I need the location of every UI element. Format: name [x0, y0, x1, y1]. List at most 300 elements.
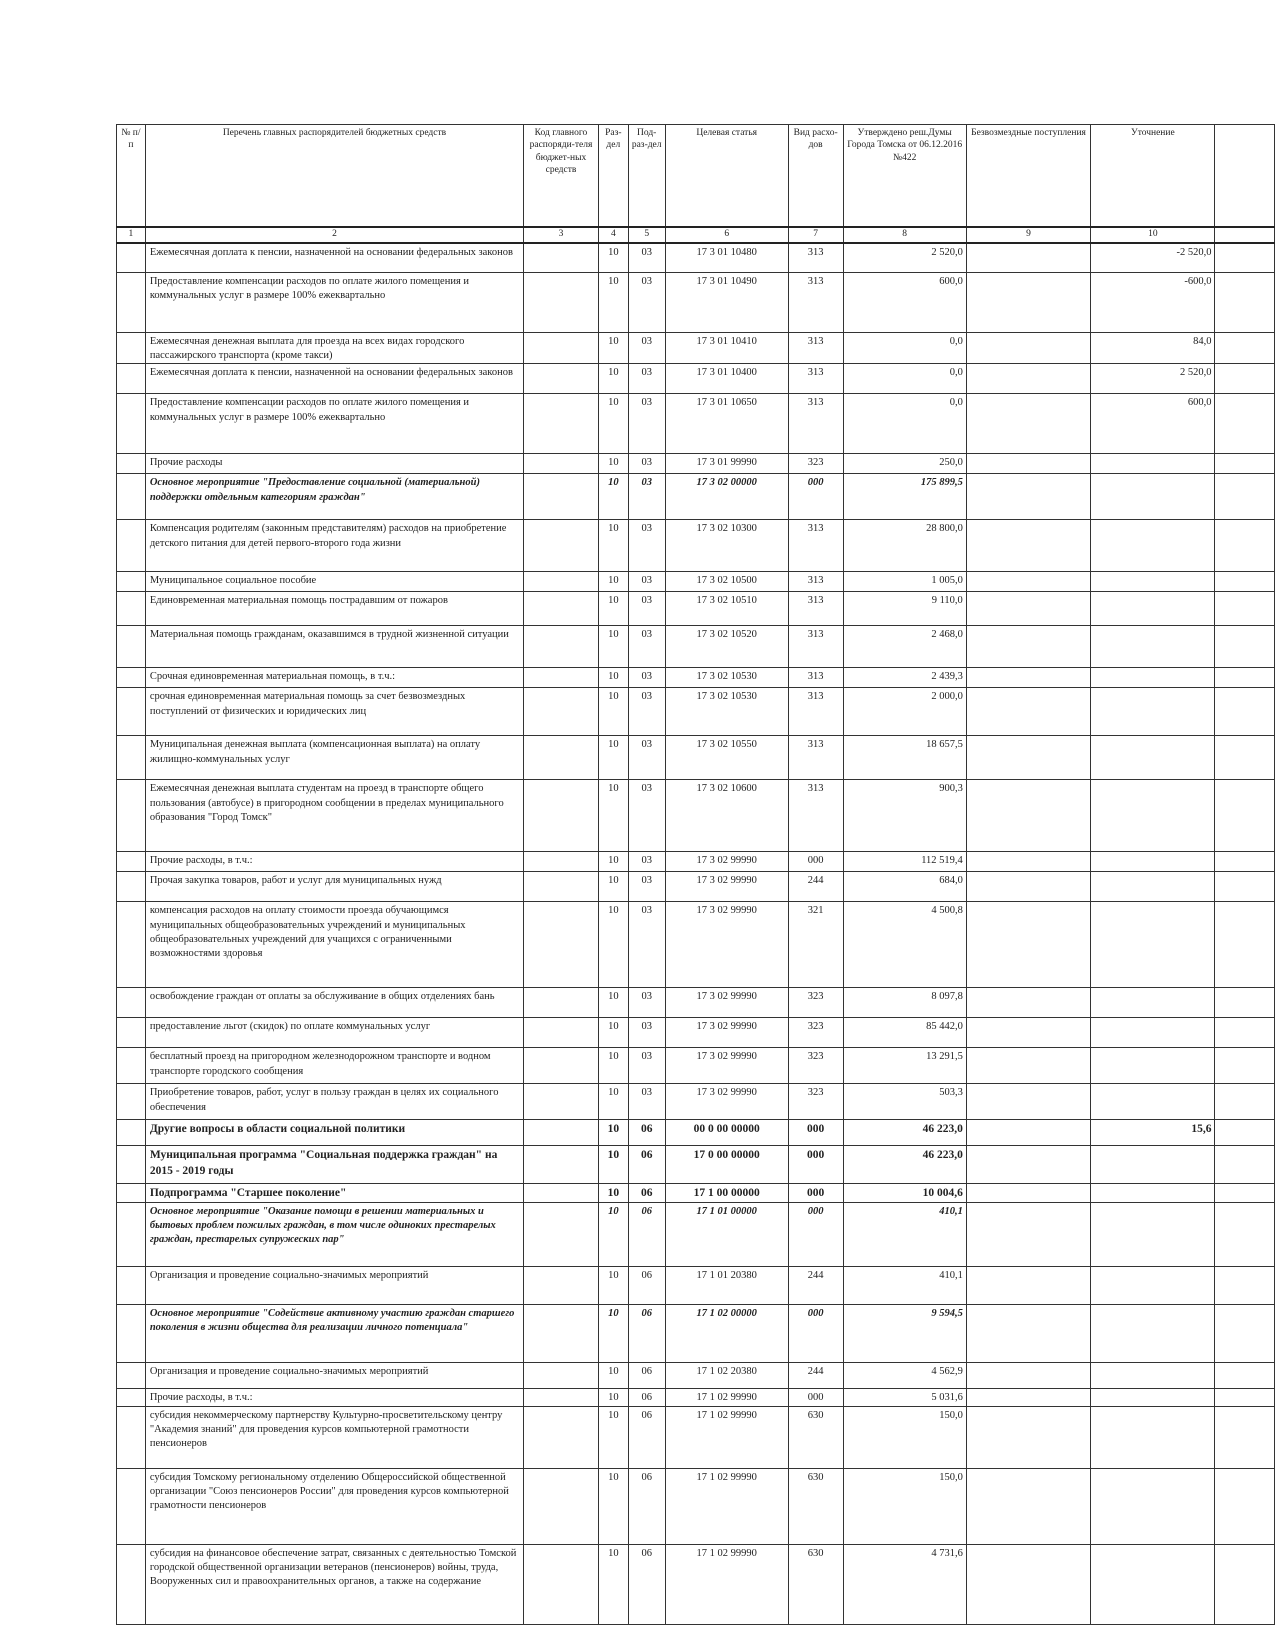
table-row [117, 394, 1275, 454]
row-extra-cell [1215, 520, 1275, 572]
row-article-cell: 17 1 02 99990 [665, 1388, 788, 1406]
row-clarification-cell [1091, 852, 1215, 872]
row-subsection-cell: 03 [628, 243, 665, 273]
row-number-cell [117, 1084, 146, 1120]
row-clarification-cell [1091, 668, 1215, 688]
row-section-cell: 10 [598, 273, 628, 333]
row-section-cell: 10 [598, 1018, 628, 1048]
row-subsection-cell: 03 [628, 333, 665, 364]
row-number-cell [117, 872, 146, 902]
row-clarification-cell: 2 520,0 [1091, 364, 1215, 394]
row-section-cell: 10 [598, 333, 628, 364]
row-approved-cell: 410,1 [843, 1266, 966, 1304]
row-free-receipts-cell [966, 572, 1090, 592]
row-article-cell: 17 3 02 10530 [665, 668, 788, 688]
row-code-cell [524, 394, 599, 454]
row-code-cell [524, 736, 599, 780]
row-name-cell: Муниципальная программа "Социальная поддержка граждан" на 2015 - 2019 годы [145, 1146, 523, 1184]
row-approved-cell: 9 594,5 [843, 1304, 966, 1362]
row-name-cell: Прочие расходы, в т.ч.: [145, 852, 523, 872]
row-subsection-cell: 06 [628, 1120, 665, 1146]
row-section-cell: 10 [598, 592, 628, 626]
row-extra-cell [1215, 592, 1275, 626]
row-extra-cell [1215, 1266, 1275, 1304]
row-number-cell [117, 1388, 146, 1406]
row-subsection-cell: 03 [628, 852, 665, 872]
row-extra-cell [1215, 364, 1275, 394]
row-section-cell: 10 [598, 1120, 628, 1146]
row-free-receipts-cell [966, 1362, 1090, 1388]
row-name-cell: субсидия некоммерческому партнерству Культурно-просветительскому центру "Академия знаний" для проведения курсов компьютерной грамотности пенсионеров [145, 1406, 523, 1468]
row-article-cell: 17 3 02 99990 [665, 1018, 788, 1048]
row-extra-cell [1215, 780, 1275, 852]
row-section-cell: 10 [598, 688, 628, 736]
row-code-cell [524, 626, 599, 668]
row-name-cell: предоставление льгот (скидок) по оплате коммунальных услуг [145, 1018, 523, 1048]
table-row [117, 1304, 1275, 1362]
table-row [117, 626, 1275, 668]
row-name-cell: Материальная помощь гражданам, оказавшимся в трудной жизненной ситуации [145, 626, 523, 668]
row-article-cell: 17 3 02 99990 [665, 1084, 788, 1120]
row-name-cell: Основное мероприятие "Предоставление социальной (материальной) поддержки отдельным категориям граждан" [145, 474, 523, 520]
column-number: 1 [117, 227, 146, 243]
row-code-cell [524, 1468, 599, 1544]
row-subsection-cell: 03 [628, 1084, 665, 1120]
row-expense-type-cell: 000 [788, 474, 843, 520]
row-approved-cell: 4 731,6 [843, 1544, 966, 1624]
row-free-receipts-cell [966, 1048, 1090, 1084]
row-section-cell: 10 [598, 572, 628, 592]
row-free-receipts-cell [966, 474, 1090, 520]
row-code-cell [524, 1146, 599, 1184]
row-clarification-cell [1091, 780, 1215, 852]
row-subsection-cell: 03 [628, 780, 665, 852]
row-article-cell: 17 1 02 99990 [665, 1544, 788, 1624]
row-article-cell: 17 3 02 10500 [665, 572, 788, 592]
row-clarification-cell [1091, 1018, 1215, 1048]
row-clarification-cell: 15,6 [1091, 1120, 1215, 1146]
row-free-receipts-cell [966, 1084, 1090, 1120]
row-number-cell [117, 1406, 146, 1468]
row-subsection-cell: 03 [628, 454, 665, 474]
row-code-cell [524, 1362, 599, 1388]
table-row [117, 736, 1275, 780]
row-subsection-cell: 03 [628, 1018, 665, 1048]
row-code-cell [524, 1184, 599, 1203]
row-free-receipts-cell [966, 273, 1090, 333]
row-name-cell: Предоставление компенсации расходов по оплате жилого помещения и коммунальных услуг в размере 100% ежеквартально [145, 273, 523, 333]
row-number-cell [117, 902, 146, 988]
row-section-cell: 10 [598, 736, 628, 780]
row-expense-type-cell: 313 [788, 668, 843, 688]
row-subsection-cell: 03 [628, 902, 665, 988]
row-code-cell [524, 1084, 599, 1120]
row-section-cell: 10 [598, 1202, 628, 1266]
row-code-cell [524, 872, 599, 902]
row-expense-type-cell: 321 [788, 902, 843, 988]
table-row [117, 520, 1275, 572]
row-free-receipts-cell [966, 1406, 1090, 1468]
row-subsection-cell: 03 [628, 736, 665, 780]
row-approved-cell: 0,0 [843, 364, 966, 394]
row-article-cell: 17 3 01 10410 [665, 333, 788, 364]
row-name-cell: Срочная единовременная материальная помощь, в т.ч.: [145, 668, 523, 688]
column-number: 9 [966, 227, 1090, 243]
row-article-cell: 17 3 02 99990 [665, 852, 788, 872]
row-number-cell [117, 780, 146, 852]
row-free-receipts-cell [966, 520, 1090, 572]
row-clarification-cell [1091, 1362, 1215, 1388]
table-row [117, 872, 1275, 902]
row-number-cell [117, 394, 146, 454]
row-clarification-cell: -600,0 [1091, 273, 1215, 333]
row-number-cell [117, 852, 146, 872]
row-section-cell: 10 [598, 1304, 628, 1362]
row-name-cell: Прочая закупка товаров, работ и услуг для муниципальных нужд [145, 872, 523, 902]
row-approved-cell: 175 899,5 [843, 474, 966, 520]
table-row [117, 1406, 1275, 1468]
row-subsection-cell: 03 [628, 364, 665, 394]
row-free-receipts-cell [966, 988, 1090, 1018]
row-code-cell [524, 1018, 599, 1048]
table-header-row [117, 125, 1275, 227]
row-expense-type-cell: 000 [788, 1202, 843, 1266]
row-name-cell: Муниципальная денежная выплата (компенсационная выплата) на оплату жилищно-коммунальных услуг [145, 736, 523, 780]
row-article-cell: 17 3 02 99990 [665, 902, 788, 988]
column-number: 8 [843, 227, 966, 243]
row-clarification-cell [1091, 688, 1215, 736]
row-number-cell [117, 688, 146, 736]
row-section-cell: 10 [598, 243, 628, 273]
row-name-cell: Муниципальное социальное пособие [145, 572, 523, 592]
row-section-cell: 10 [598, 474, 628, 520]
row-subsection-cell: 03 [628, 688, 665, 736]
row-code-cell [524, 902, 599, 988]
row-subsection-cell: 06 [628, 1266, 665, 1304]
row-section-cell: 10 [598, 364, 628, 394]
row-extra-cell [1215, 1406, 1275, 1468]
row-expense-type-cell: 313 [788, 273, 843, 333]
header-distributors: Перечень главных распорядителей бюджетных средств [145, 125, 523, 227]
row-clarification-cell [1091, 1388, 1215, 1406]
table-row [117, 474, 1275, 520]
row-number-cell [117, 668, 146, 688]
table-row [117, 1544, 1275, 1624]
row-name-cell: Организация и проведение социально-значимых мероприятий [145, 1362, 523, 1388]
row-approved-cell: 250,0 [843, 454, 966, 474]
table-row [117, 1048, 1275, 1084]
row-approved-cell: 150,0 [843, 1406, 966, 1468]
row-subsection-cell: 06 [628, 1468, 665, 1544]
header-free-receipts: Безвозмездные поступления [966, 125, 1090, 227]
row-approved-cell: 600,0 [843, 273, 966, 333]
row-extra-cell [1215, 454, 1275, 474]
row-extra-cell [1215, 872, 1275, 902]
row-free-receipts-cell [966, 1202, 1090, 1266]
row-approved-cell: 150,0 [843, 1468, 966, 1544]
row-clarification-cell [1091, 1266, 1215, 1304]
row-article-cell: 17 3 02 00000 [665, 474, 788, 520]
row-code-cell [524, 1304, 599, 1362]
row-clarification-cell [1091, 1184, 1215, 1203]
row-article-cell: 17 1 00 00000 [665, 1184, 788, 1203]
row-number-cell [117, 988, 146, 1018]
row-article-cell: 17 1 02 00000 [665, 1304, 788, 1362]
row-code-cell [524, 1202, 599, 1266]
header-section: Раз-дел [598, 125, 628, 227]
row-expense-type-cell: 244 [788, 872, 843, 902]
row-code-cell [524, 1266, 599, 1304]
row-number-cell [117, 520, 146, 572]
row-expense-type-cell: 323 [788, 1084, 843, 1120]
row-free-receipts-cell [966, 1184, 1090, 1203]
row-clarification-cell [1091, 592, 1215, 626]
row-article-cell: 17 0 00 00000 [665, 1146, 788, 1184]
row-name-cell: освобождение граждан от оплаты за обслуживание в общих отделениях бань [145, 988, 523, 1018]
row-number-cell [117, 1018, 146, 1048]
row-clarification-cell [1091, 1406, 1215, 1468]
table-row [117, 1146, 1275, 1184]
row-free-receipts-cell [966, 902, 1090, 988]
row-free-receipts-cell [966, 243, 1090, 273]
row-extra-cell [1215, 902, 1275, 988]
row-expense-type-cell: 313 [788, 780, 843, 852]
row-subsection-cell: 06 [628, 1304, 665, 1362]
table-row [117, 273, 1275, 333]
row-free-receipts-cell [966, 626, 1090, 668]
row-expense-type-cell: 313 [788, 243, 843, 273]
row-approved-cell: 112 519,4 [843, 852, 966, 872]
table-row [117, 243, 1275, 273]
row-code-cell [524, 333, 599, 364]
row-section-cell: 10 [598, 1388, 628, 1406]
row-section-cell: 10 [598, 780, 628, 852]
row-article-cell: 17 3 02 10520 [665, 626, 788, 668]
row-code-cell [524, 1048, 599, 1084]
row-article-cell: 17 3 02 99990 [665, 988, 788, 1018]
row-section-cell: 10 [598, 626, 628, 668]
row-subsection-cell: 06 [628, 1388, 665, 1406]
row-name-cell: Приобретение товаров, работ, услуг в пользу граждан в целях их социального обеспечения [145, 1084, 523, 1120]
row-extra-cell [1215, 1084, 1275, 1120]
row-approved-cell: 2 520,0 [843, 243, 966, 273]
row-section-cell: 10 [598, 1048, 628, 1084]
table-row [117, 454, 1275, 474]
row-number-cell [117, 1544, 146, 1624]
row-free-receipts-cell [966, 780, 1090, 852]
row-article-cell: 17 1 02 20380 [665, 1362, 788, 1388]
row-free-receipts-cell [966, 454, 1090, 474]
table-row [117, 1202, 1275, 1266]
row-article-cell: 17 1 02 99990 [665, 1406, 788, 1468]
row-expense-type-cell: 313 [788, 333, 843, 364]
row-extra-cell [1215, 1146, 1275, 1184]
row-code-cell [524, 668, 599, 688]
row-expense-type-cell: 313 [788, 688, 843, 736]
header-approved: Утверждено реш.Думы Города Томска от 06.12.2016 №422 [843, 125, 966, 227]
table-row [117, 333, 1275, 364]
row-free-receipts-cell [966, 333, 1090, 364]
row-name-cell: срочная единовременная материальная помощь за счет безвозмездных поступлений от физических и юридических лиц [145, 688, 523, 736]
row-approved-cell: 8 097,8 [843, 988, 966, 1018]
row-name-cell: Подпрограмма "Старшее поколение" [145, 1184, 523, 1203]
row-article-cell: 17 3 02 99990 [665, 1048, 788, 1084]
row-subsection-cell: 03 [628, 668, 665, 688]
row-free-receipts-cell [966, 736, 1090, 780]
row-approved-cell: 10 004,6 [843, 1184, 966, 1203]
row-subsection-cell: 06 [628, 1146, 665, 1184]
row-code-cell [524, 454, 599, 474]
row-extra-cell [1215, 988, 1275, 1018]
row-clarification-cell [1091, 1048, 1215, 1084]
row-free-receipts-cell [966, 1120, 1090, 1146]
row-extra-cell [1215, 1048, 1275, 1084]
row-name-cell: Ежемесячная денежная выплата студентам на проезд в транспорте общего пользования (автобусе) в пригородном сообщении в пределах муниципального образования "Город Томск" [145, 780, 523, 852]
row-number-cell [117, 364, 146, 394]
row-number-cell [117, 474, 146, 520]
row-expense-type-cell: 323 [788, 454, 843, 474]
table-row [117, 1084, 1275, 1120]
table-body [117, 227, 1275, 1625]
row-section-cell: 10 [598, 1266, 628, 1304]
header-target-article: Целевая статья [665, 125, 788, 227]
row-free-receipts-cell [966, 1146, 1090, 1184]
row-code-cell [524, 688, 599, 736]
row-code-cell [524, 364, 599, 394]
row-number-cell [117, 1120, 146, 1146]
header-expense-type: Вид расхо-дов [788, 125, 843, 227]
row-expense-type-cell: 313 [788, 364, 843, 394]
table-row [117, 852, 1275, 872]
row-free-receipts-cell [966, 394, 1090, 454]
row-code-cell [524, 474, 599, 520]
row-approved-cell: 28 800,0 [843, 520, 966, 572]
row-extra-cell [1215, 688, 1275, 736]
row-extra-cell [1215, 474, 1275, 520]
row-expense-type-cell: 244 [788, 1362, 843, 1388]
row-approved-cell: 4 500,8 [843, 902, 966, 988]
row-number-cell [117, 1266, 146, 1304]
row-approved-cell: 410,1 [843, 1202, 966, 1266]
table-row [117, 1362, 1275, 1388]
row-section-cell: 10 [598, 902, 628, 988]
row-clarification-cell [1091, 572, 1215, 592]
column-number-row [117, 227, 1275, 243]
row-section-cell: 10 [598, 988, 628, 1018]
row-approved-cell: 46 223,0 [843, 1146, 966, 1184]
row-expense-type-cell: 000 [788, 852, 843, 872]
row-clarification-cell [1091, 1146, 1215, 1184]
row-extra-cell [1215, 1202, 1275, 1266]
header-number: № п/п [117, 125, 146, 227]
row-clarification-cell [1091, 520, 1215, 572]
row-expense-type-cell: 000 [788, 1120, 843, 1146]
row-article-cell: 00 0 00 00000 [665, 1120, 788, 1146]
row-expense-type-cell: 323 [788, 988, 843, 1018]
row-code-cell [524, 243, 599, 273]
row-clarification-cell [1091, 1202, 1215, 1266]
row-section-cell: 10 [598, 1084, 628, 1120]
row-expense-type-cell: 313 [788, 572, 843, 592]
row-name-cell: Ежемесячная доплата к пенсии, назначенной на основании федеральных законов [145, 364, 523, 394]
row-subsection-cell: 06 [628, 1202, 665, 1266]
row-extra-cell [1215, 852, 1275, 872]
row-free-receipts-cell [966, 1468, 1090, 1544]
table-row [117, 1266, 1275, 1304]
table-row [117, 1018, 1275, 1048]
row-article-cell: 17 1 02 99990 [665, 1468, 788, 1544]
row-free-receipts-cell [966, 1018, 1090, 1048]
row-name-cell: Основное мероприятие "Содействие активному участию граждан старшего поколения в жизни общества для реализации личного потенциала" [145, 1304, 523, 1362]
table-row [117, 1120, 1275, 1146]
row-approved-cell: 2 000,0 [843, 688, 966, 736]
row-article-cell: 17 1 01 20380 [665, 1266, 788, 1304]
row-extra-cell [1215, 668, 1275, 688]
row-article-cell: 17 3 01 10400 [665, 364, 788, 394]
row-expense-type-cell: 000 [788, 1184, 843, 1203]
row-clarification-cell: -2 520,0 [1091, 243, 1215, 273]
row-clarification-cell [1091, 736, 1215, 780]
row-approved-cell: 13 291,5 [843, 1048, 966, 1084]
row-section-cell: 10 [598, 852, 628, 872]
row-subsection-cell: 03 [628, 474, 665, 520]
row-extra-cell [1215, 394, 1275, 454]
row-code-cell [524, 572, 599, 592]
row-code-cell [524, 988, 599, 1018]
row-expense-type-cell: 323 [788, 1048, 843, 1084]
row-extra-cell [1215, 1544, 1275, 1624]
column-number: 7 [788, 227, 843, 243]
row-section-cell: 10 [598, 394, 628, 454]
row-name-cell: субсидия на финансовое обеспечение затрат, связанных с деятельностью Томской городской общественной организации ветеранов (пенсионеров) войны, труда, Вооруженных сил и правоохранительных органов, а также на содержание [145, 1544, 523, 1624]
row-name-cell: бесплатный проезд на пригородном железнодорожном транспорте и водном транспорте городского сообщения [145, 1048, 523, 1084]
table-row [117, 1184, 1275, 1203]
row-expense-type-cell: 313 [788, 626, 843, 668]
row-name-cell: компенсация расходов на оплату стоимости проезда обучающимся муниципальных общеобразовательных учреждений и муниципальных общеобразовательных учреждений для учащихся с ограниченными возможностями здоровья [145, 902, 523, 988]
row-extra-cell [1215, 1018, 1275, 1048]
row-number-cell [117, 454, 146, 474]
row-article-cell: 17 3 02 99990 [665, 872, 788, 902]
row-extra-cell [1215, 1388, 1275, 1406]
row-name-cell: Ежемесячная доплата к пенсии, назначенной на основании федеральных законов [145, 243, 523, 273]
budget-table [116, 124, 1275, 1625]
row-section-cell: 10 [598, 1184, 628, 1203]
row-expense-type-cell: 630 [788, 1406, 843, 1468]
row-number-cell [117, 1146, 146, 1184]
row-clarification-cell: 84,0 [1091, 333, 1215, 364]
row-number-cell [117, 1362, 146, 1388]
row-extra-cell [1215, 1184, 1275, 1203]
table-row [117, 688, 1275, 736]
row-number-cell [117, 592, 146, 626]
row-subsection-cell: 03 [628, 394, 665, 454]
row-clarification-cell [1091, 872, 1215, 902]
row-approved-cell: 503,3 [843, 1084, 966, 1120]
row-clarification-cell [1091, 474, 1215, 520]
row-extra-cell [1215, 333, 1275, 364]
row-article-cell: 17 1 01 00000 [665, 1202, 788, 1266]
row-subsection-cell: 06 [628, 1184, 665, 1203]
row-number-cell [117, 333, 146, 364]
row-free-receipts-cell [966, 592, 1090, 626]
row-approved-cell: 5 031,6 [843, 1388, 966, 1406]
row-number-cell [117, 273, 146, 333]
table-row [117, 572, 1275, 592]
row-expense-type-cell: 313 [788, 394, 843, 454]
row-article-cell: 17 3 01 10490 [665, 273, 788, 333]
row-extra-cell [1215, 1120, 1275, 1146]
row-clarification-cell [1091, 626, 1215, 668]
